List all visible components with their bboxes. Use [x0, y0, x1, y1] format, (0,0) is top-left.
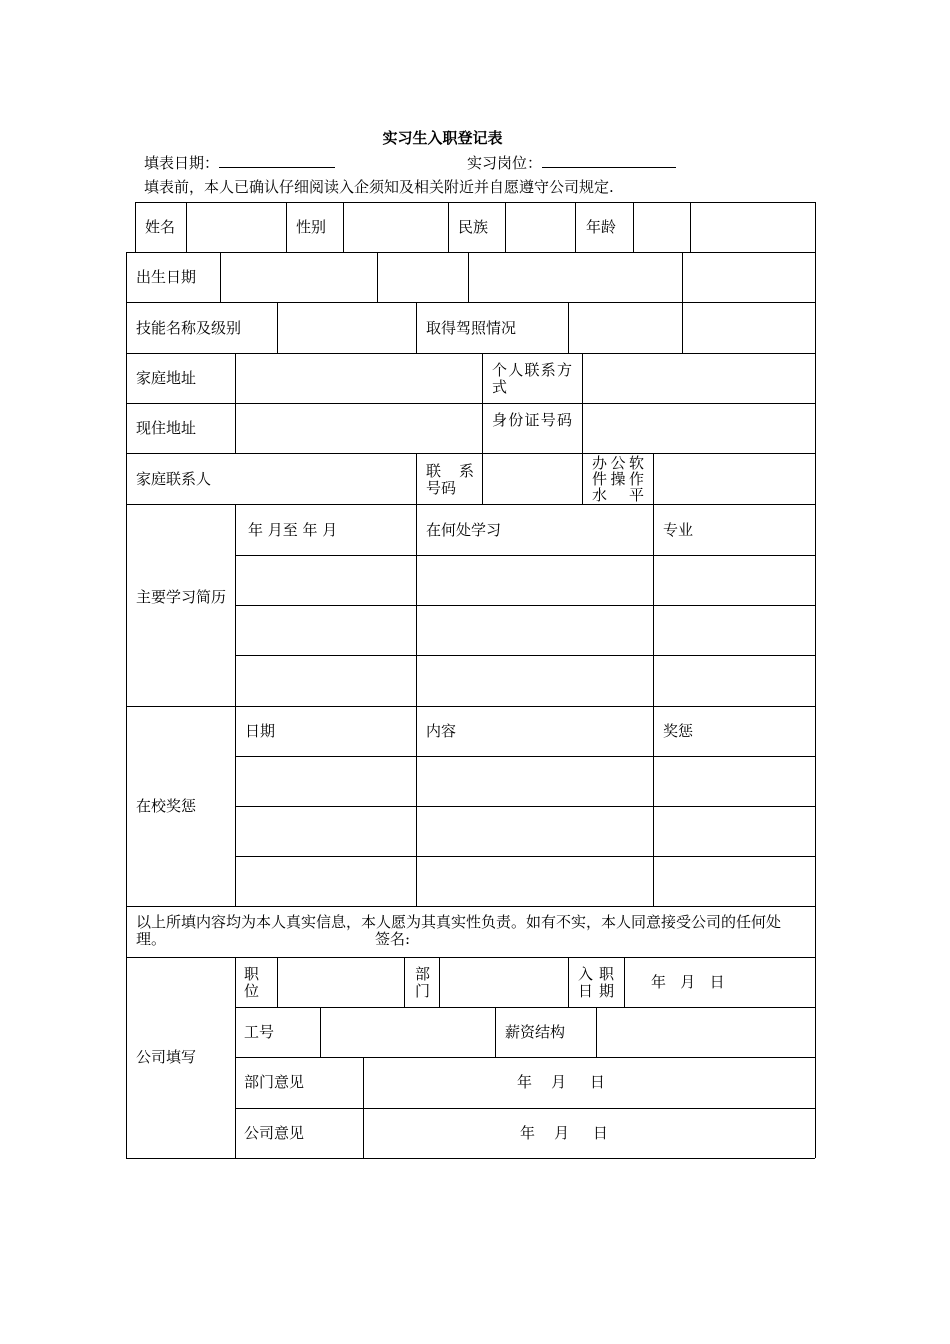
internship-post-row [467, 152, 676, 173]
study-row[interactable] [236, 556, 814, 604]
photo-field[interactable] [691, 203, 814, 251]
personal-contact-label: 个人联系方式 [492, 361, 572, 396]
dept-label: 部门 [415, 965, 431, 1000]
office-skill-label: 办公软件操作水平 [592, 454, 644, 504]
post-label: 职位 [244, 965, 260, 1000]
name-field[interactable] [187, 203, 285, 251]
name-label: 姓名 [145, 218, 176, 236]
salary-field[interactable] [597, 1008, 814, 1056]
study-row[interactable] [236, 656, 814, 705]
fill-date-label: 填表日期： [144, 154, 220, 172]
fill-date-row [144, 152, 335, 173]
personal-contact-field[interactable] [583, 354, 814, 402]
dept-field[interactable] [440, 958, 567, 1006]
skill-field[interactable] [278, 303, 415, 352]
current-address-field[interactable] [236, 404, 481, 452]
signature-field[interactable] [420, 928, 720, 952]
age-field[interactable] [634, 203, 689, 251]
study-where-header: 在何处学习 [426, 521, 502, 539]
awards-content-header: 内容 [426, 722, 457, 740]
form-title: 实习生入职登记表 [382, 129, 503, 147]
current-address-label: 现住地址 [136, 419, 197, 437]
awards-row[interactable] [236, 757, 814, 805]
notice-text: 填表前，本人已确认仔细阅读入企须知及相关附近并自愿遵守公司规定. [144, 178, 614, 196]
contact-phone-label [426, 463, 474, 497]
awards-row[interactable] [236, 857, 814, 905]
salary-label: 薪资结构 [505, 1023, 566, 1041]
join-date-label: 入职日期 [578, 965, 614, 1000]
id-number-field[interactable] [583, 404, 814, 452]
study-row[interactable] [236, 606, 814, 654]
join-date-value[interactable]: 年 月 日 [651, 973, 725, 991]
staff-no-label: 工号 [244, 1023, 275, 1041]
family-contact-label: 家庭联系人 [136, 470, 212, 488]
age-label: 年龄 [586, 218, 617, 236]
id-number-label: 身份证号码 [492, 411, 572, 429]
company-opinion-date[interactable]: 年 月 日 [520, 1124, 608, 1142]
license-field[interactable] [569, 303, 681, 352]
study-period-header: 年 月至 年 月 [248, 521, 338, 539]
internship-post-input[interactable] [542, 153, 676, 168]
license-label: 取得驾照情况 [426, 319, 517, 337]
internship-post-label: 实习岗位： [467, 154, 543, 172]
company-fill-label: 公司填写 [136, 1048, 197, 1066]
family-contact-field[interactable] [236, 454, 415, 503]
contact-phone-label-line2: 号码 [426, 479, 457, 497]
post-field[interactable] [278, 958, 403, 1006]
awards-label: 在校奖惩 [136, 797, 197, 815]
contact-phone-field[interactable] [483, 454, 581, 503]
study-major-header: 专业 [663, 521, 694, 539]
ethnicity-field[interactable] [506, 203, 574, 251]
dept-opinion-date[interactable]: 年 月 日 [517, 1073, 605, 1091]
birth-date-label: 出生日期 [136, 268, 197, 286]
skill-label: 技能名称及级别 [136, 319, 242, 337]
dept-opinion-label: 部门意见 [244, 1073, 305, 1091]
home-address-field[interactable] [236, 354, 481, 402]
awards-row[interactable] [236, 807, 814, 855]
birth-date-field[interactable] [221, 253, 376, 301]
signature-label: 签名: [375, 930, 411, 948]
ethnicity-label: 民族 [458, 218, 489, 236]
declaration-text: 以上所填内容均为本人真实信息，本人愿为其真实性负责。如有不实，本人同意接受公司的任何处理。 [136, 913, 782, 948]
staff-no-field[interactable] [321, 1008, 494, 1056]
contact-phone-label-line1: 联 系 [426, 462, 474, 480]
home-address-label: 家庭地址 [136, 369, 197, 387]
company-opinion-label: 公司意见 [244, 1124, 305, 1142]
office-skill-field[interactable] [654, 454, 814, 503]
awards-type-header: 奖惩 [663, 722, 694, 740]
study-history-label: 主要学习简历 [136, 588, 227, 606]
awards-date-header: 日期 [245, 722, 276, 740]
gender-field[interactable] [344, 203, 447, 251]
fill-date-input[interactable] [219, 153, 335, 168]
gender-label: 性别 [296, 218, 327, 236]
